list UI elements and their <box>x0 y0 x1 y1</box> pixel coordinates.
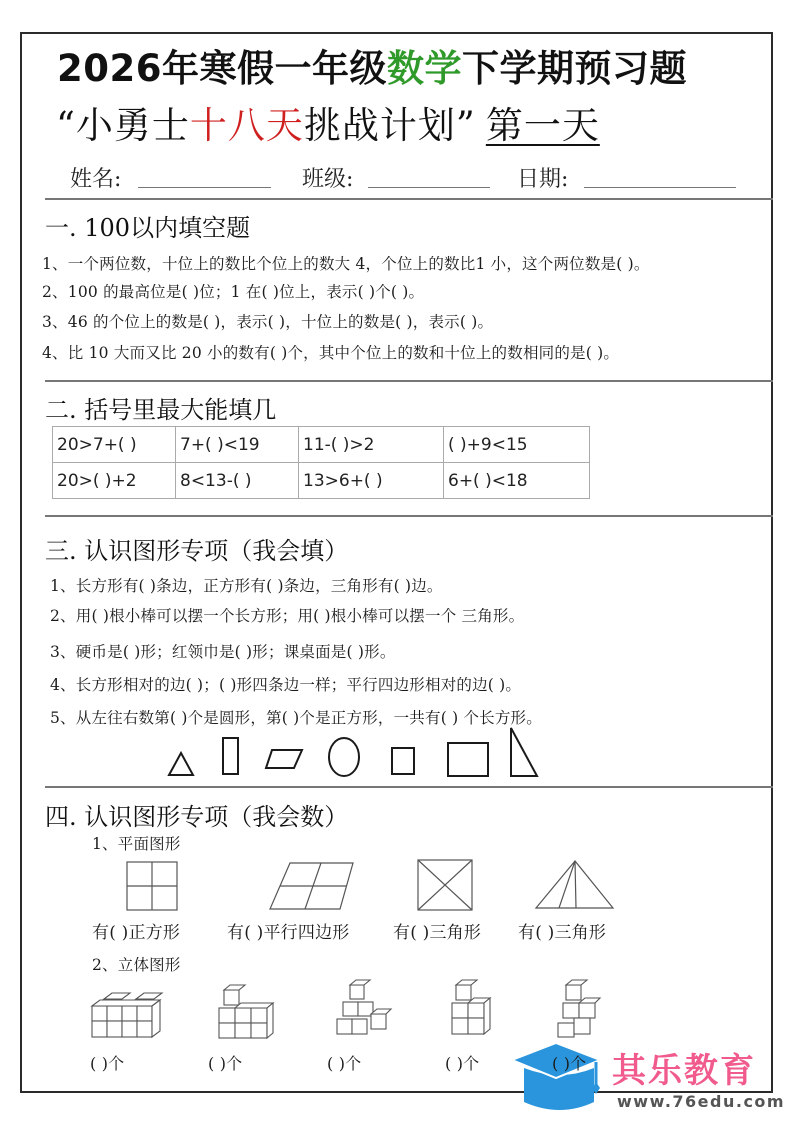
subtitle-text-end: 挑战计划” <box>303 104 476 147</box>
s3-question-4: 4、长方形相对的边( )；( )形四条边一样；平行四边形相对的边( )。 <box>50 676 522 694</box>
class-label: 班级: <box>302 167 354 192</box>
cube-stack-5 <box>558 980 600 1037</box>
cube-count-label: ( )个 <box>90 1054 125 1073</box>
inequality-cell[interactable]: ( )+9<15 <box>444 427 590 463</box>
s1-question-3: 3、46 的个位上的数是( )，表示( )，十位上的数是( )，表示( )。 <box>42 313 494 331</box>
title-text-end: 下学期预习题 <box>461 47 687 90</box>
parallelogram-grid-figure <box>270 863 353 909</box>
watermark-url: www.76edu.com <box>617 1092 786 1111</box>
plane-figure-label: 有( )平行四边形 <box>227 923 350 943</box>
oval-shape <box>329 738 359 776</box>
inequality-cell[interactable]: 8<13-( ) <box>176 463 299 499</box>
parallelogram-shape <box>266 750 302 768</box>
day-label: 第一天 <box>485 104 600 147</box>
tall-rectangle-shape <box>223 738 238 774</box>
plane-figure-label: 有( )正方形 <box>92 923 181 943</box>
cube-count-label: ( )个 <box>327 1054 362 1073</box>
square-grid-figure <box>127 862 177 910</box>
s1-question-1: 1、一个两位数，十位上的数比个位上的数大 4，个位上的数比1 小，这个两位数是( )。 <box>42 255 650 273</box>
cube-stack-2 <box>219 985 273 1038</box>
section2-title: 二. 括号里最大能填几 <box>45 396 277 424</box>
section4-title: 四. 认识图形专项（我会数） <box>45 803 349 831</box>
square-shape <box>392 748 414 774</box>
right-triangle-shape <box>511 728 537 776</box>
triangle-shape <box>169 753 193 775</box>
subtitle-text: “小勇士 <box>56 104 190 147</box>
cube-count-label: ( )个 <box>552 1054 587 1073</box>
inequality-cell[interactable]: 20>7+( ) <box>53 427 176 463</box>
plane-figures-subtitle: 1、平面图形 <box>92 835 181 853</box>
cube-stack-1 <box>92 993 162 1037</box>
subtitle-highlight-days: 十八天 <box>189 104 304 147</box>
rectangle-shape <box>448 743 488 776</box>
watermark-brand: 其乐教育 <box>612 1051 756 1091</box>
inequality-cell[interactable]: 7+( )<19 <box>176 427 299 463</box>
plane-figure-label: 有( )三角形 <box>393 923 482 943</box>
s3-question-3: 3、硬币是( )形；红领巾是( )形；课桌面是( )形。 <box>50 643 396 661</box>
cube-count-label: ( )个 <box>445 1054 480 1073</box>
s1-question-4: 4、比 10 大而又比 20 小的数有( )个，其中个位上的数和十位上的数相同的是( )。 <box>42 344 620 362</box>
date-label: 日期: <box>517 167 569 192</box>
title-highlight-math: 数学 <box>386 47 462 90</box>
s1-question-2: 2、100 的最高位是( )位；1 在( )位上，表示( )个( )。 <box>42 283 425 301</box>
inequality-cell[interactable]: 6+( )<18 <box>444 463 590 499</box>
triangle-lines-figure <box>536 861 613 908</box>
cube-stack-4 <box>452 980 490 1034</box>
s3-question-2: 2、用( )根小棒可以摆一个长方形；用( )根小棒可以摆一个 三角形。 <box>50 607 525 625</box>
inequality-cell[interactable]: 11-( )>2 <box>299 427 444 463</box>
cube-stack-3 <box>337 980 391 1034</box>
plane-figure-label: 有( )三角形 <box>518 923 607 943</box>
s3-question-1: 1、长方形有( )条边，正方形有( )条边，三角形有( )边。 <box>50 577 443 595</box>
section1-title: 一. 100以内填空题 <box>45 214 251 242</box>
name-label: 姓名: <box>70 167 122 192</box>
section3-title: 三. 认识图形专项（我会填） <box>45 537 349 565</box>
cube-count-label: ( )个 <box>208 1054 243 1073</box>
s3-question-5: 5、从左往右数第( )个是圆形，第( )个是正方形，一共有( ) 个长方形。 <box>50 709 542 727</box>
inequality-cell[interactable]: 20>( )+2 <box>53 463 176 499</box>
inequality-cell[interactable]: 13>6+( ) <box>299 463 444 499</box>
square-diagonals-figure <box>418 860 472 910</box>
title-text: 2026年寒假一年级 <box>57 47 387 90</box>
solid-figures-subtitle: 2、立体图形 <box>92 956 181 974</box>
